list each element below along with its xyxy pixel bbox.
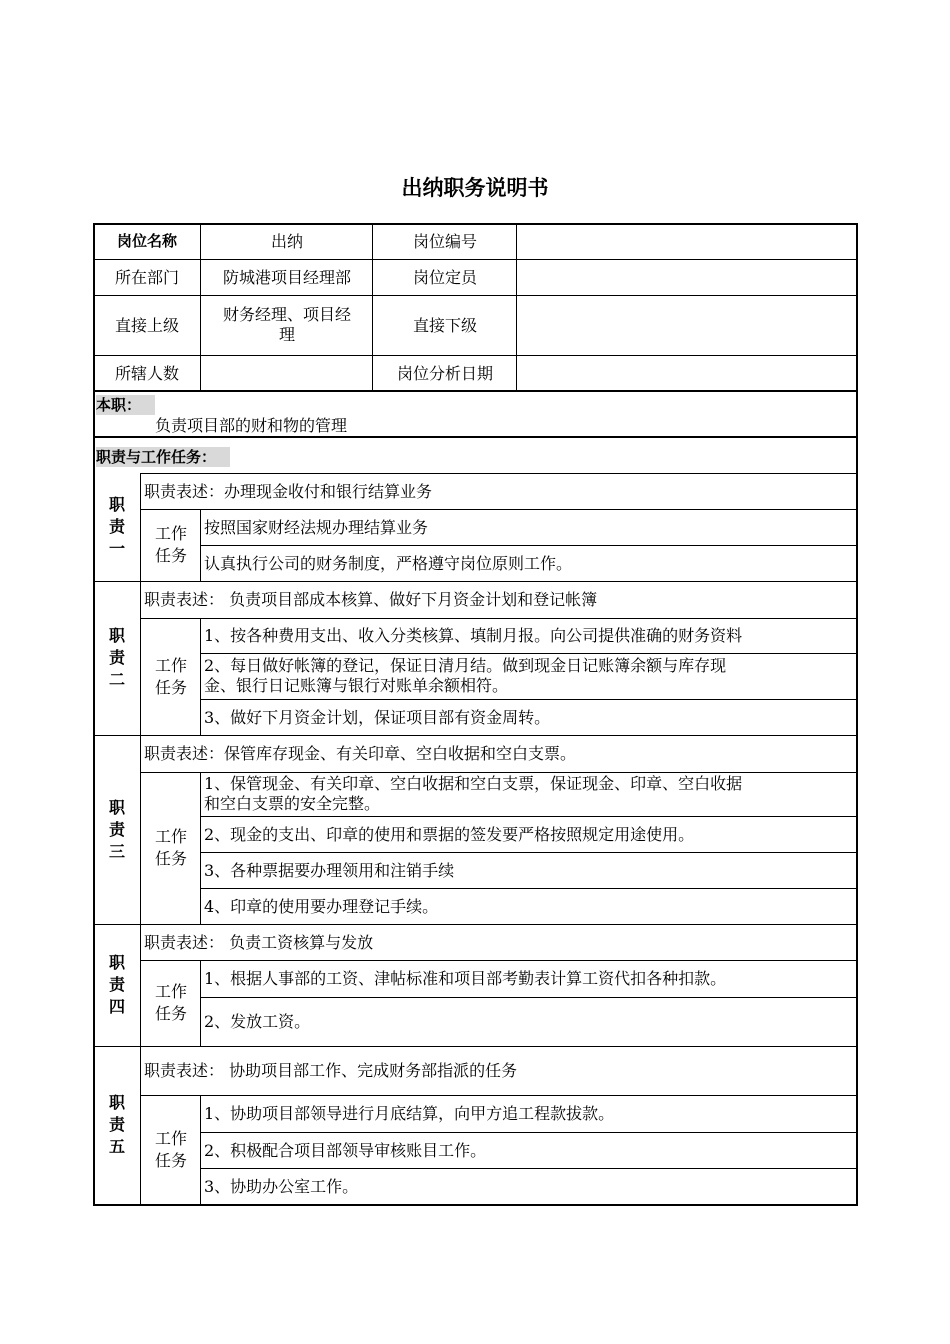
duty-4-task-vline xyxy=(200,960,201,1046)
info-hline-3 xyxy=(93,355,858,356)
info-vline-1 xyxy=(200,223,201,391)
duty-3-task-hline-1 xyxy=(201,816,858,817)
info-value-position-code xyxy=(517,223,858,259)
duties-heading: 职责与工作任务： xyxy=(96,447,230,467)
duty-4-task-1: 1、根据人事部的工资、津帖标准和项目部考勤表计算工资代扣各种扣款。 xyxy=(204,969,727,988)
duty-2-task-2: 2、每日做好帐簿的登记，保证日清月结。做到现金日记账簿余额与库存现 金、银行日记账簿与银行对账单余额相符。 xyxy=(204,656,727,695)
duty-5-task-hline-2 xyxy=(201,1168,858,1169)
info-label-department: 所在部门 xyxy=(114,267,179,287)
info-vline-3 xyxy=(516,223,517,391)
duty-5-description: 职责表述： 协助项目部工作、完成财务部指派的任务 xyxy=(144,1061,518,1080)
duty-3-description: 职责表述：保管库存现金、有关印章、空白收据和空白支票。 xyxy=(144,744,577,763)
duty-3-task-hline-3 xyxy=(201,888,858,889)
main-duty-hline xyxy=(93,436,858,438)
duty-1-desc-hline xyxy=(141,509,858,510)
duty-5-desc-hline xyxy=(141,1095,858,1096)
page-title: 出纳职务说明书 xyxy=(401,176,549,200)
duty-5-task-label: 工作 任务 xyxy=(154,1128,187,1170)
job-description-table xyxy=(93,223,858,1206)
duty-5-task-3: 3、协助办公室工作。 xyxy=(204,1176,359,1196)
border-right xyxy=(856,223,858,1206)
info-value-supervisor-line2: 理 xyxy=(278,325,295,344)
duty-5-task-1: 1、协助项目部领导进行月底结算，向甲方追工程款拔款。 xyxy=(204,1104,615,1123)
info-value-analysis-date xyxy=(517,355,858,391)
info-value-department: 防城港项目经理部 xyxy=(222,267,351,287)
duty-2-name: 职 责 二 xyxy=(108,626,125,689)
duty-4-task-2: 2、发放工资。 xyxy=(204,1012,311,1031)
duty-sep-3 xyxy=(93,924,858,925)
duty-5-task-2: 2、积极配合项目部领导审核账目工作。 xyxy=(204,1140,487,1160)
info-hline-2 xyxy=(93,295,858,296)
duty-3-task-label: 工作 任务 xyxy=(154,827,187,868)
info-label-staff-count: 所辖人数 xyxy=(114,363,179,383)
heading-hline xyxy=(141,473,858,474)
info-value-supervisor-line1: 财务经理、项目经 xyxy=(222,305,351,324)
main-duty-text: 负责项目部的财和物的管理 xyxy=(155,416,348,435)
border-left xyxy=(93,223,95,1206)
duty-4-name: 职 责 四 xyxy=(108,953,125,1016)
duty-2-task-vline xyxy=(200,618,201,735)
duty-sep-1 xyxy=(93,581,858,582)
info-hline-4 xyxy=(93,390,858,392)
duty-3-task-2: 2、现金的支出、印章的使用和票据的签发要严格按照规定用途使用。 xyxy=(204,824,695,844)
info-value-headcount xyxy=(517,259,858,295)
duty-2-task-hline-2 xyxy=(201,699,858,700)
duty-2-task-hline-1 xyxy=(201,653,858,654)
duty-sep-4 xyxy=(93,1046,858,1047)
info-vline-2 xyxy=(372,223,373,391)
duty-2-task-3: 3、做好下月资金计划，保证项目部有资金周转。 xyxy=(204,707,551,727)
info-value-staff-count xyxy=(201,355,373,391)
info-label-subordinate: 直接下级 xyxy=(412,315,477,335)
duty-2-description: 职责表述： 负责项目部成本核算、做好下月资金计划和登记帐簿 xyxy=(144,590,598,609)
info-value-subordinate xyxy=(517,295,858,355)
duty-1-task-2: 认真执行公司的财务制度，严格遵守岗位原则工作。 xyxy=(204,553,573,573)
info-value-supervisor xyxy=(201,295,373,355)
border-top xyxy=(93,223,858,225)
main-duty-label: 本职： xyxy=(96,395,155,415)
duty-4-description: 职责表述： 负责工资核算与发放 xyxy=(144,932,374,952)
duty-1-description: 职责表述：办理现金收付和银行结算业务 xyxy=(144,481,433,501)
duty-1-task-label: 工作 任务 xyxy=(154,524,187,565)
info-label-supervisor: 直接上级 xyxy=(114,315,179,335)
info-value-position-name: 出纳 xyxy=(270,231,303,251)
duty-5-task-vline xyxy=(200,1095,201,1204)
duty-1-name: 职 责 一 xyxy=(108,495,125,558)
duty-2-task-label: 工作 任务 xyxy=(154,655,187,697)
duty-2-desc-hline xyxy=(141,618,858,619)
info-label-position-code: 岗位编号 xyxy=(412,231,477,251)
duty-3-task-1: 1、保管现金、有关印章、空白收据和空白支票，保证现金、印章、空白收据 和空白支票的安全完整。 xyxy=(204,774,743,813)
duty-4-task-label: 工作 任务 xyxy=(154,982,187,1023)
info-hline-1 xyxy=(93,259,858,260)
border-bottom xyxy=(93,1204,858,1206)
duty-3-task-4: 4、印章的使用要办理登记手续。 xyxy=(204,896,439,916)
duty-2-task-1: 1、按各种费用支出、收入分类核算、填制月报。向公司提供准确的财务资料 xyxy=(204,626,743,645)
duty-1-task-hline-1 xyxy=(201,545,858,546)
duty-3-desc-hline xyxy=(141,772,858,773)
duty-1-task-1: 按照国家财经法规办理结算业务 xyxy=(204,517,429,537)
duty-5-task-hline-1 xyxy=(201,1132,858,1133)
info-label-analysis-date: 岗位分析日期 xyxy=(396,363,493,383)
duty-5-name: 职 责 五 xyxy=(108,1093,125,1156)
info-label-position-name: 岗位名称 xyxy=(116,231,177,250)
duty-3-task-3: 3、各种票据要办理领用和注销手续 xyxy=(204,860,455,880)
info-label-headcount: 岗位定员 xyxy=(412,267,477,287)
duty-4-task-hline-1 xyxy=(201,997,858,998)
duty-4-desc-hline xyxy=(141,960,858,961)
duty-3-name: 职 责 三 xyxy=(108,797,125,861)
duty-3-task-vline xyxy=(200,772,201,924)
duty-3-task-hline-2 xyxy=(201,852,858,853)
duty-sep-2 xyxy=(93,735,858,736)
